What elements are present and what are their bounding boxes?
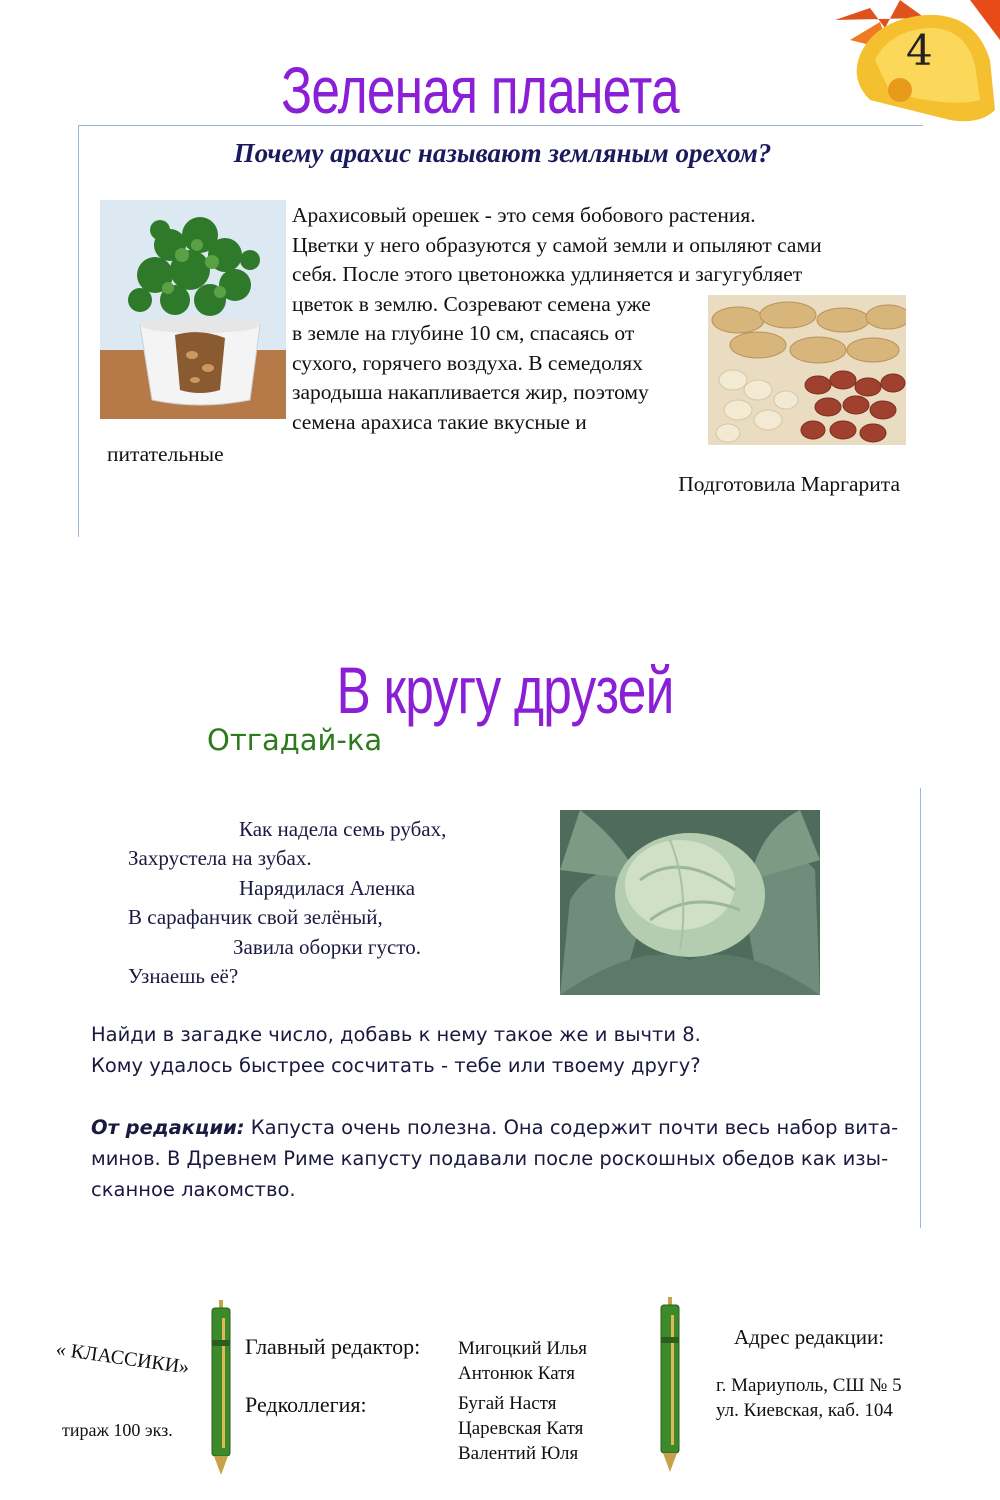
address-line: ул. Киевская, каб. 104 <box>716 1400 893 1421</box>
article-line-end: питательные <box>107 442 224 466</box>
circulation-text: тираж 100 экз. <box>62 1420 173 1440</box>
frame-right-line <box>920 788 921 1228</box>
section-title-friends: В кругу друзей <box>336 653 674 727</box>
section-title-green-planet: Зеленая планета <box>281 53 679 127</box>
riddle-line: В сарафанчик свой зелёный, <box>128 905 383 929</box>
chief-editor-name: Мигоцкий Илья <box>458 1338 587 1359</box>
cabbage-image <box>560 810 820 995</box>
board-member: Царевская Катя <box>458 1418 584 1439</box>
frame-left-line <box>78 125 79 537</box>
riddle-line: Нарядилася Аленка <box>239 876 416 900</box>
page-number: 4 <box>906 26 933 75</box>
editorial-text <box>91 1112 911 1205</box>
address-label: Адрес редакции: <box>734 1325 885 1349</box>
pen-icon <box>206 1300 236 1475</box>
task-line: Найди в загадке число, добавь к нему такое же и вычти 8. <box>91 1023 701 1046</box>
article-line: сухого, горячего воздуха. В семедолях <box>292 350 643 375</box>
editorial-line-text: Капуста очень полезна. Она содержит почти весь набор вита- <box>244 1116 899 1139</box>
peanuts-image <box>708 295 906 445</box>
chief-editor-label: Главный редактор: <box>245 1334 421 1359</box>
article-line: зародыша накапливается жир, поэтому <box>292 380 649 404</box>
board-member: Бугай Настя <box>458 1393 557 1414</box>
editorial-line: сканное лакомство. <box>91 1178 296 1201</box>
article-line: себя. После этого цветоножка удлиняется и загугубляет <box>292 262 803 286</box>
riddle-line: Как надела семь рубах, <box>239 817 447 841</box>
task-line: Кому удалось быстрее сосчитать - тебе или твоему другу? <box>91 1054 701 1077</box>
editorial-label: От редакции: <box>91 1116 245 1139</box>
riddle-line: Узнаешь её? <box>128 964 239 988</box>
editorial-line: минов. В Древнем Риме капусту подавали после роскошных обедов как изы- <box>91 1147 889 1170</box>
board-label: Редколлегия: <box>245 1392 367 1417</box>
frame-top-line <box>78 125 923 126</box>
article-author: Подготовила Маргарита <box>678 472 900 496</box>
pen-icon <box>655 1297 685 1472</box>
peanut-plant-image <box>100 200 286 419</box>
chief-editor-name: Антонюк Катя <box>458 1363 575 1384</box>
riddle-line: Захрустела на зубах. <box>128 846 312 870</box>
article-line: семена арахиса такие вкусные и <box>292 409 587 434</box>
article-line: цветок в землю. Созревают семена уже <box>292 291 651 316</box>
editorial-line <box>91 1112 911 1143</box>
article-question: Почему арахис называют земляным орехом? <box>233 138 772 168</box>
board-member: Валентий Юля <box>458 1443 579 1464</box>
newspaper-logo: « КЛАССИКИ» <box>54 1338 191 1379</box>
section-subtitle: Отгадай-ка <box>207 723 383 757</box>
article-line: в земле на глубине 10 см, спасаясь от <box>292 321 635 345</box>
article-line: Цветки у него образуются у самой земли и опыляют сами <box>292 232 822 257</box>
riddle-line: Завила оборки густо. <box>233 935 422 959</box>
article-line: Арахисовый орешек - это семя бобового растения. <box>292 203 756 227</box>
address-line: г. Мариуполь, СШ № 5 <box>716 1375 902 1396</box>
